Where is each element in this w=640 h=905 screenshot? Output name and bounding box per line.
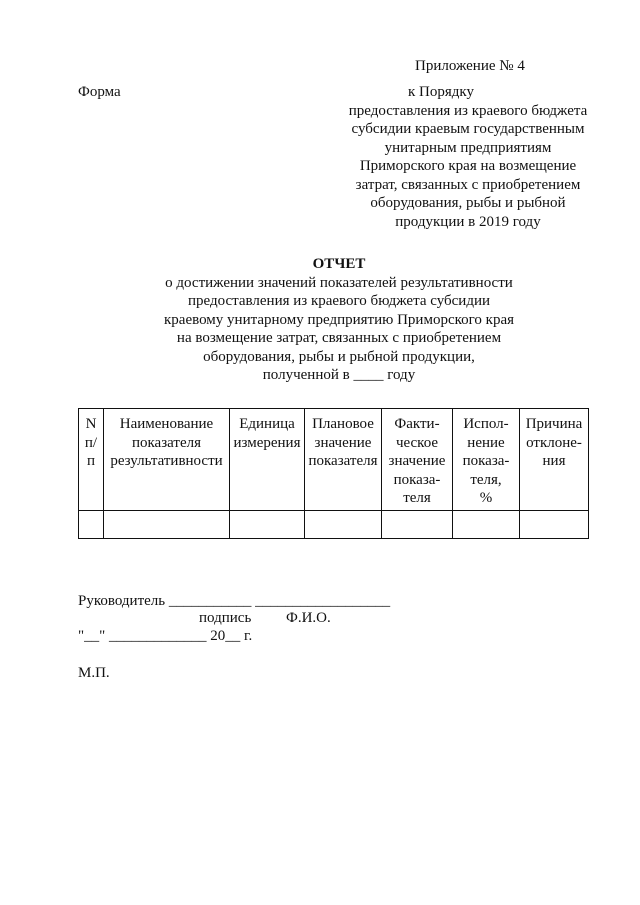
report-subtitle-line: краевому унитарному предприятию Приморского края <box>164 311 514 328</box>
table-header-row <box>79 409 589 511</box>
table-body-cell <box>382 511 453 539</box>
appendix-reference-line: к Порядку <box>408 84 474 100</box>
table-header-execution-percent: Испол- нение показа- теля, % <box>453 409 520 511</box>
full-name-caption: Ф.И.О. <box>286 610 331 626</box>
seal-placeholder: М.П. <box>78 665 110 681</box>
appendix-reference-line: предоставления из краевого бюджета <box>348 102 588 119</box>
report-subtitle-line: на возмещение затрат, связанных с приобретением <box>176 330 502 346</box>
appendix-reference-line: затрат, связанных с приобретением <box>355 176 581 193</box>
table-body-cell <box>79 511 104 539</box>
appendix-reference-block <box>340 83 596 231</box>
report-subtitle-line: полученной в ____ году <box>262 367 416 383</box>
table-header-actual-value: Факти- ческое значение показа- теля <box>382 409 453 511</box>
head-signature-line: Руководитель ___________ __________________ <box>78 593 391 609</box>
table-body-cell <box>104 511 230 539</box>
table-header-indicator-name: Наименование показателя результативности <box>104 409 230 511</box>
date-line: "__" _____________ 20__ г. <box>78 628 253 644</box>
report-heading <box>79 255 599 385</box>
appendix-reference-line: оборудования, рыбы и рыбной <box>370 195 566 211</box>
appendix-reference-line: унитарным предприятиям <box>384 139 552 156</box>
table-header-unit: Единица измерения <box>230 409 305 511</box>
report-subtitle-line: о достижении значений показателей результативности <box>165 274 513 291</box>
report-title: ОТЧЕТ <box>312 256 366 272</box>
table-row <box>79 511 589 539</box>
table-header-deviation-reason: Причина отклоне- ния <box>520 409 589 511</box>
appendix-number: Приложение № 4 <box>415 58 525 74</box>
signature-caption: подпись <box>199 610 252 626</box>
table-body-cell <box>453 511 520 539</box>
table-header-planned-value: Плановое значение показателя <box>305 409 382 511</box>
appendix-reference-line: продукции в 2019 году <box>395 213 541 230</box>
table-body-cell <box>230 511 305 539</box>
table-body-cell <box>305 511 382 539</box>
indicators-table <box>78 408 589 539</box>
appendix-reference-line: субсидии краевым государственным <box>351 121 585 137</box>
table-header-number: N п/ п <box>79 409 104 511</box>
report-subtitle-line: предоставления из краевого бюджета субсидии <box>187 293 491 309</box>
report-subtitle-line: оборудования, рыбы и рыбной продукции, <box>203 348 475 365</box>
form-label: Форма <box>78 84 121 100</box>
table-body-cell <box>520 511 589 539</box>
appendix-reference-line: Приморского края на возмещение <box>359 158 577 174</box>
